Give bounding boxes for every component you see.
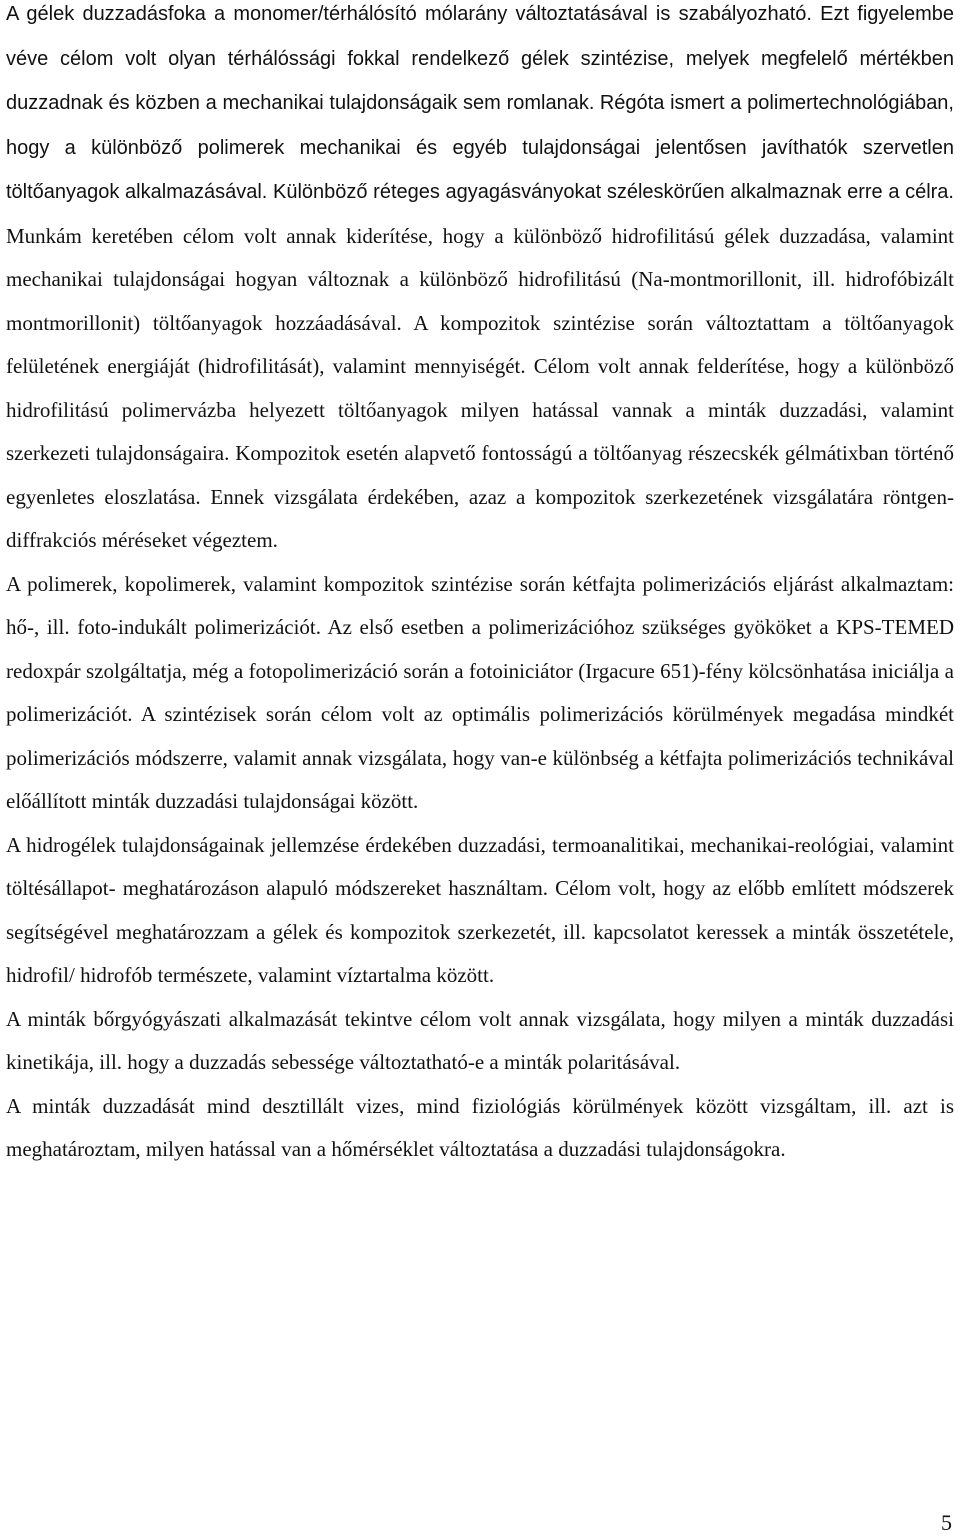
paragraph-4: A minták bőrgyógyászati alkalmazását tekintve célom volt annak vizsgálata, hogy milyen a minták duzzadási kinetikája, ill. hogy a duzzadás sebessége változtatható-e a minták polaritásával. bbox=[6, 1006, 954, 1074]
page-number: 5 bbox=[941, 1510, 952, 1535]
paragraph-1 bbox=[6, 0, 954, 563]
document-page bbox=[6, 0, 954, 1172]
paragraph-1-sans-part-2: Régóta ismert a polimertechnológiában, hogy a különböző polimerek mechanikai és egyéb tulajdonságai jelentősen javíthatók szervetlen töltőanyagok alkalmazásával. Különböző réteges agyagásványokat széleskörűen alkalmaznak erre a célra. bbox=[6, 92, 954, 203]
paragraph-3: A hidrogélek tulajdonságainak jellemzése érdekében duzzadási, termoanalitikai, mechanikai-reológiai, valamint töltésállapot- meghatározáson alapuló módszereket használtam. Célom volt, hogy az előbb említett módszerek segítségével meghatározzam a gélek és kompozitok szerkezetét, ill. kapcsolatot keressek a minták összetétele, hidrofil/ hidrofób természete, valamint víztartalma között. bbox=[6, 832, 954, 987]
paragraph-1-sans-part: A gélek duzzadásfoka a monomer/térhálósító mólarány változtatásával is szabályozható. Ezt figyelembe véve célom volt olyan térhálóssági fokkal rendelkező gélek szintézise, melyek megfelelő mértékben duzzadnak és közben a mechanikai tulajdonságaik sem romlanak. bbox=[6, 3, 954, 114]
paragraph-5: A minták duzzadását mind desztillált vizes, mind fiziológiás körülmények között vizsgáltam, ill. azt is meghatároztam, milyen hatással van a hőmérséklet változtatása a duzzadási tulajdonságokra. bbox=[6, 1093, 954, 1161]
paragraph-2: A polimerek, kopolimerek, valamint kompozitok szintézise során kétfajta polimerizációs eljárást alkalmaztam: hő-, ill. foto-indukált polimerizációt. Az első esetben a polimerizációhoz szükséges gyököket a KPS-TEMED redoxpár szolgáltatja, még a fotopolimerizáció során a fotoiniciátor (Irgacure 651)-fény kölcsönhatása iniciálja a polimerizációt. A szintézisek során célom volt az optimális polimerizációs körülmények megadása mindkét polimerizációs módszerre, valamit annak vizsgálata, hogy van-e különbség a kétfajta polimerizációs technikával előállított minták duzzadási tulajdonságai között. bbox=[6, 571, 954, 813]
paragraph-1-serif-part: Munkám keretében célom volt annak kiderítése, hogy a különböző hidrofilitású gélek duzzadása, valamint mechanikai tulajdonságai hogyan változnak a különböző hidrofilitású (Na-montmorillonit, ill. hidrofóbizált montmorillonit) töltőanyagok hozzáadásával. A kompozitok szintézise során változtattam a töltőanyagok felületének energiáját (hidrofilitását), valamint mennyiségét. Célom volt annak felderítése, hogy a különböző hidrofilitású polimervázba helyezett töltőanyagok milyen hatással vannak a minták duzzadási, valamint szerkezeti tulajdonságaira. Kompozitok esetén alapvető fontosságú a töltőanyag részecskék gélmátixban történő egyenletes eloszlatása. Ennek vizsgálata érdekében, azaz a kompozitok szerkezetének vizsgálatára röntgen-diffrakciós méréseket végeztem. bbox=[6, 223, 954, 552]
